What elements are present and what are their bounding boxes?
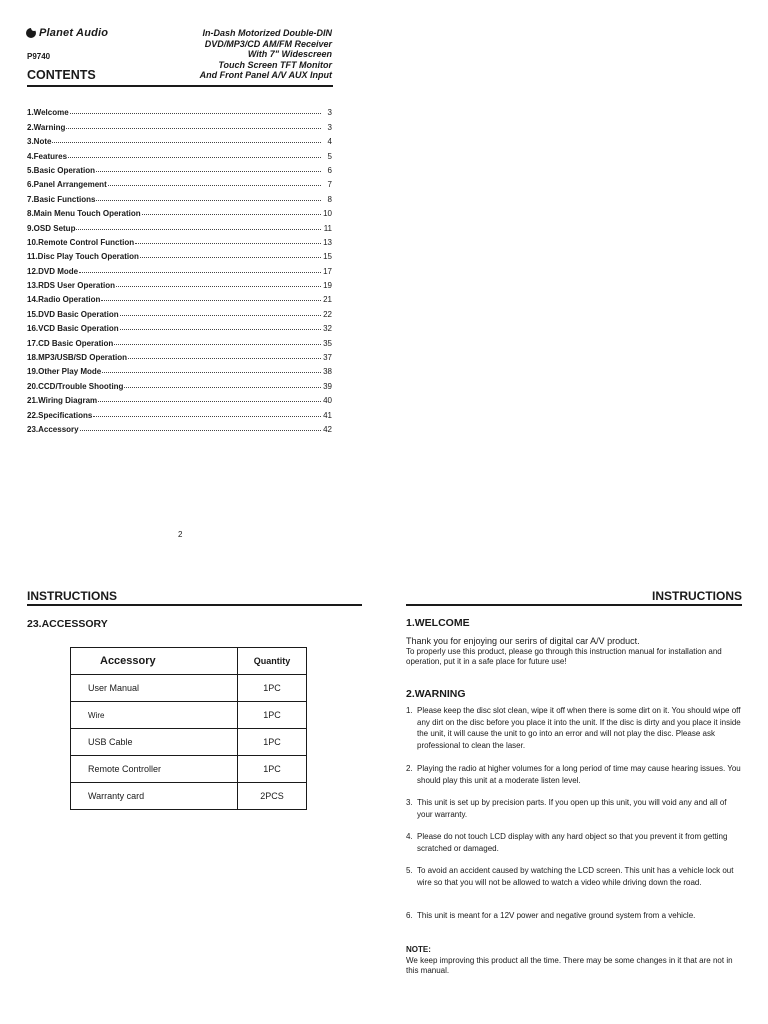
toc-entry bbox=[27, 362, 332, 376]
toc-entry-page: 40 bbox=[323, 396, 332, 406]
warning-item bbox=[406, 865, 742, 888]
warning-title: 2.WARNING bbox=[406, 688, 466, 700]
toc-entry-label: 4.Features bbox=[27, 151, 68, 161]
accessory-cell: USB Cable bbox=[71, 729, 238, 756]
toc-entry bbox=[27, 333, 332, 347]
toc-entry-label: 2.Warning bbox=[27, 122, 66, 132]
toc-entry bbox=[27, 233, 332, 247]
toc-entry-label: 16.VCD Basic Operation bbox=[27, 324, 119, 334]
toc-entry-page: 5 bbox=[327, 151, 332, 161]
warning-text: Please keep the disc slot clean, wipe it off when there is some dirt on it. You should wipe off any dirt on the disc before you place it into the unit. If the disc is dirty and you place it inside the unit, it will cause the unit to go into an error and will not play the disc. Please ask professional to clean the laser. bbox=[417, 706, 741, 750]
toc-entry-page: 15 bbox=[323, 252, 332, 262]
toc-entry-label: 5.Basic Operation bbox=[27, 165, 96, 175]
product-line: DVD/MP3/CD AM/FM Receiver bbox=[204, 38, 332, 49]
table-of-contents bbox=[27, 103, 332, 434]
toc-entry-page: 8 bbox=[327, 194, 332, 204]
brand-logo bbox=[26, 27, 108, 39]
product-line: And Front Panel A/V AUX Input bbox=[199, 70, 332, 80]
toc-entry-label: 12.DVD Mode bbox=[27, 266, 79, 276]
quantity-cell: 2PCS bbox=[238, 783, 307, 810]
toc-entry bbox=[27, 117, 332, 131]
toc-leader-dots bbox=[68, 157, 321, 158]
toc-leader-dots bbox=[93, 416, 321, 417]
toc-leader-dots bbox=[108, 185, 321, 186]
toc-entry-page: 3 bbox=[327, 108, 332, 118]
warning-text: This unit is meant for a 12V power and negative ground system from a vehicle. bbox=[417, 911, 696, 920]
toc-entry-page: 6 bbox=[327, 165, 332, 175]
toc-entry-page: 4 bbox=[327, 137, 332, 147]
toc-entry bbox=[27, 146, 332, 160]
table-row bbox=[71, 729, 307, 756]
accessory-cell: User Manual bbox=[71, 675, 238, 702]
toc-entry-page: 32 bbox=[323, 324, 332, 334]
toc-leader-dots bbox=[124, 387, 321, 388]
warning-text: Playing the radio at higher volumes for a long period of time may cause hearing issues. You should play this unit at a moderate listen level. bbox=[417, 764, 741, 785]
toc-leader-dots bbox=[52, 142, 321, 143]
toc-entry-label: 15.DVD Basic Operation bbox=[27, 309, 119, 319]
toc-entry bbox=[27, 405, 332, 419]
toc-entry-page: 37 bbox=[323, 353, 332, 363]
toc-entry bbox=[27, 420, 332, 434]
section-header-left: INSTRUCTIONS bbox=[27, 589, 117, 603]
toc-entry-label: 7.Basic Functions bbox=[27, 194, 96, 204]
warning-item bbox=[406, 910, 742, 922]
note-title: NOTE: bbox=[406, 945, 431, 954]
column-header-quantity: Quantity bbox=[238, 648, 307, 675]
toc-entry-page: 41 bbox=[323, 410, 332, 420]
toc-leader-dots bbox=[128, 358, 321, 359]
toc-entry-label: 9.OSD Setup bbox=[27, 223, 76, 233]
toc-entry-page: 42 bbox=[323, 424, 332, 434]
toc-leader-dots bbox=[101, 300, 321, 301]
toc-entry-page: 22 bbox=[323, 309, 332, 319]
toc-entry-label: 10.Remote Control Function bbox=[27, 237, 135, 247]
toc-leader-dots bbox=[80, 430, 321, 431]
accessory-cell: Remote Controller bbox=[71, 756, 238, 783]
table-row bbox=[71, 783, 307, 810]
toc-entry-label: 21.Wiring Diagram bbox=[27, 396, 98, 406]
toc-entry bbox=[27, 304, 332, 318]
warning-item bbox=[406, 763, 742, 786]
warning-number: 5. bbox=[406, 866, 413, 875]
toc-leader-dots bbox=[142, 214, 321, 215]
toc-leader-dots bbox=[140, 257, 321, 258]
toc-entry-page: 35 bbox=[323, 338, 332, 348]
toc-entry-label: 19.Other Play Mode bbox=[27, 367, 102, 377]
accessory-cell: Warranty card bbox=[71, 783, 238, 810]
toc-leader-dots bbox=[76, 229, 321, 230]
toc-entry bbox=[27, 290, 332, 304]
quantity-cell: 1PC bbox=[238, 729, 307, 756]
product-line: With 7" Widescreen bbox=[247, 49, 332, 59]
toc-entry-page: 7 bbox=[327, 180, 332, 190]
toc-entry-label: 11.Disc Play Touch Operation bbox=[27, 252, 139, 262]
warning-item bbox=[406, 831, 742, 854]
toc-entry-label: 22.Specifications bbox=[27, 410, 93, 420]
toc-leader-dots bbox=[120, 329, 321, 330]
toc-leader-dots bbox=[98, 401, 321, 402]
toc-entry-label: 23.Accessory bbox=[27, 424, 79, 434]
toc-entry-label: 13.RDS User Operation bbox=[27, 281, 116, 291]
toc-entry bbox=[27, 376, 332, 390]
toc-leader-dots bbox=[120, 315, 321, 316]
toc-entry bbox=[27, 247, 332, 261]
toc-entry-label: 17.CD Basic Operation bbox=[27, 338, 114, 348]
accessory-table bbox=[70, 647, 307, 810]
quantity-cell: 1PC bbox=[238, 702, 307, 729]
toc-entry bbox=[27, 261, 332, 275]
toc-entry bbox=[27, 218, 332, 232]
warning-number: 6. bbox=[406, 911, 413, 920]
product-line: In-Dash Motorized Double-DIN bbox=[202, 28, 332, 38]
toc-entry-page: 10 bbox=[323, 209, 332, 219]
header-rule-right bbox=[406, 604, 742, 606]
model-number: P9740 bbox=[27, 52, 51, 61]
column-header-accessory: Accessory bbox=[71, 648, 238, 675]
toc-leader-dots bbox=[79, 272, 321, 273]
toc-entry-page: 38 bbox=[323, 367, 332, 377]
planet-logo-icon bbox=[26, 28, 36, 38]
toc-entry-label: 8.Main Menu Touch Operation bbox=[27, 209, 141, 219]
toc-leader-dots bbox=[66, 128, 321, 129]
toc-entry-label: 3.Note bbox=[27, 137, 52, 147]
table-row bbox=[71, 675, 307, 702]
warning-text: This unit is set up by precision parts. If you open up this unit, you will void any and all of your warranty. bbox=[417, 798, 727, 819]
contents-title: CONTENTS bbox=[27, 68, 96, 82]
toc-entry-page: 17 bbox=[323, 266, 332, 276]
table-header-row bbox=[71, 648, 307, 675]
toc-entry-page: 39 bbox=[323, 381, 332, 391]
product-line: Touch Screen TFT Monitor bbox=[218, 59, 332, 70]
welcome-title: 1.WELCOME bbox=[406, 617, 470, 629]
welcome-body: To properly use this product, please go through this instruction manual for installation and operation, put it in a safe place for future use! bbox=[406, 647, 722, 666]
warning-item bbox=[406, 705, 742, 751]
accessory-title: 23.ACCESSORY bbox=[27, 618, 108, 630]
toc-entry bbox=[27, 161, 332, 175]
table-row bbox=[71, 702, 307, 729]
toc-leader-dots bbox=[116, 286, 321, 287]
toc-entry-page: 3 bbox=[327, 122, 332, 132]
toc-entry-label: 1.Welcome bbox=[27, 108, 69, 118]
toc-entry-page: 11 bbox=[323, 223, 332, 233]
warning-number: 2. bbox=[406, 764, 413, 773]
section-header-right: INSTRUCTIONS bbox=[652, 589, 742, 603]
quantity-cell: 1PC bbox=[238, 756, 307, 783]
product-description bbox=[132, 28, 332, 81]
contents-divider bbox=[27, 85, 333, 87]
toc-entry bbox=[27, 204, 332, 218]
table-row bbox=[71, 756, 307, 783]
warning-text: To avoid an accident caused by watching the LCD screen. This unit has a vehicle lock out wire so that you will not be allowed to watch a video while driving down the road. bbox=[417, 866, 734, 887]
toc-leader-dots bbox=[114, 344, 321, 345]
warning-number: 4. bbox=[406, 832, 413, 841]
accessory-cell: Wire bbox=[71, 702, 238, 729]
warning-number: 3. bbox=[406, 798, 413, 807]
toc-entry bbox=[27, 319, 332, 333]
note-body: We keep improving this product all the time. There may be some changes in it that are not in this manual. bbox=[406, 956, 733, 975]
warning-number: 1. bbox=[406, 706, 413, 715]
toc-entry bbox=[27, 132, 332, 146]
toc-entry-page: 21 bbox=[323, 295, 332, 305]
brand-name: Planet Audio bbox=[39, 27, 109, 39]
toc-leader-dots bbox=[135, 243, 321, 244]
warning-item bbox=[406, 797, 742, 820]
toc-entry-label: 20.CCD/Trouble Shooting bbox=[27, 381, 124, 391]
welcome-lead: Thank you for enjoying our serirs of digital car A/V product. bbox=[406, 636, 640, 646]
header-rule-left bbox=[27, 604, 362, 606]
toc-leader-dots bbox=[96, 200, 321, 201]
warning-text: Please do not touch LCD display with any hard object so that you prevent it from getting scratched or damaged. bbox=[417, 832, 728, 853]
toc-entry bbox=[27, 189, 332, 203]
toc-entry bbox=[27, 276, 332, 290]
toc-entry-label: 18.MP3/USB/SD Operation bbox=[27, 353, 128, 363]
toc-entry-page: 13 bbox=[323, 237, 332, 247]
toc-leader-dots bbox=[102, 372, 321, 373]
toc-entry-label: 6.Panel Arrangement bbox=[27, 180, 107, 190]
toc-leader-dots bbox=[96, 171, 321, 172]
toc-entry bbox=[27, 391, 332, 405]
toc-entry-page: 19 bbox=[323, 281, 332, 291]
toc-entry-label: 14.Radio Operation bbox=[27, 295, 101, 305]
toc-entry bbox=[27, 175, 332, 189]
toc-leader-dots bbox=[70, 113, 321, 114]
page-number: 2 bbox=[178, 530, 183, 539]
quantity-cell: 1PC bbox=[238, 675, 307, 702]
toc-entry bbox=[27, 348, 332, 362]
toc-entry bbox=[27, 103, 332, 117]
